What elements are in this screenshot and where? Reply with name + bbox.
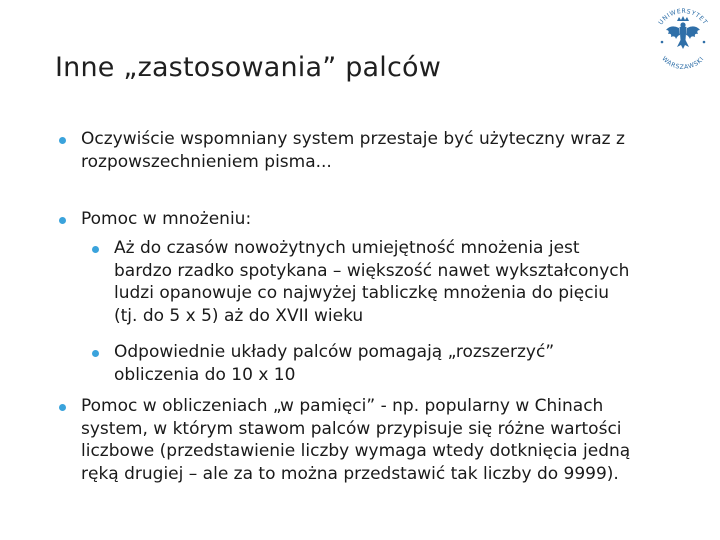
sub-bullet-marker — [92, 246, 99, 253]
bullet-line: Pomoc w mnożeniu: — [81, 209, 252, 229]
bullet-line: Aż do czasów nowożytnych umiejętność mnożenia jest — [114, 238, 580, 258]
sub-list-item — [114, 341, 554, 386]
bullet-line: system, w którym stawom palców przypisuje się różne wartości — [81, 418, 622, 439]
sub-bullet-marker — [92, 350, 99, 357]
svg-text:WARSZAWSKI — [660, 55, 705, 71]
university-logo — [648, 2, 718, 72]
bullet-line: Oczywiście wspomniany system przestaje być użyteczny wraz z — [81, 129, 625, 149]
bullet-line: ręką drugiej – ale za to można przedstawić tak liczby do 9999). — [81, 463, 619, 484]
university-of-warsaw-eagle-seal-icon — [657, 8, 708, 71]
logo-text-bottom: WARSZAWSKI — [660, 55, 706, 72]
bullet-line: (tj. do 5 x 5) aż do XVII wieku — [114, 305, 364, 326]
bullet-line: ludzi opanowuje co najwyżej tabliczkę mnożenia do pięciu — [114, 283, 610, 303]
bullet-marker — [59, 217, 66, 224]
bullet-line: rozpowszechnieniem pisma... — [81, 151, 332, 172]
bullet-line: Pomoc w obliczeniach „w pamięci” - np. popularny w Chinach — [81, 396, 604, 416]
bullet-marker — [59, 404, 66, 411]
list-item — [81, 128, 625, 173]
bullet-line: obliczenia do 10 x 10 — [114, 364, 296, 385]
slide-title: Inne „zastosowania” palców — [55, 52, 442, 83]
bullet-line: Odpowiednie układy palców pomagają „rozszerzyć” — [114, 342, 555, 362]
bullet-line: liczbowe (przedstawienie liczby wymaga wtedy dotknięcia jedną — [81, 441, 631, 461]
bullet-marker — [59, 137, 66, 144]
bullet-line: bardzo rzadko spotykana – większość nawet wykształconych — [114, 260, 630, 281]
list-item — [81, 395, 630, 485]
logo-text-top: UNIWERSYTET — [657, 7, 709, 27]
sub-list-item — [114, 237, 629, 327]
list-item — [81, 208, 251, 231]
